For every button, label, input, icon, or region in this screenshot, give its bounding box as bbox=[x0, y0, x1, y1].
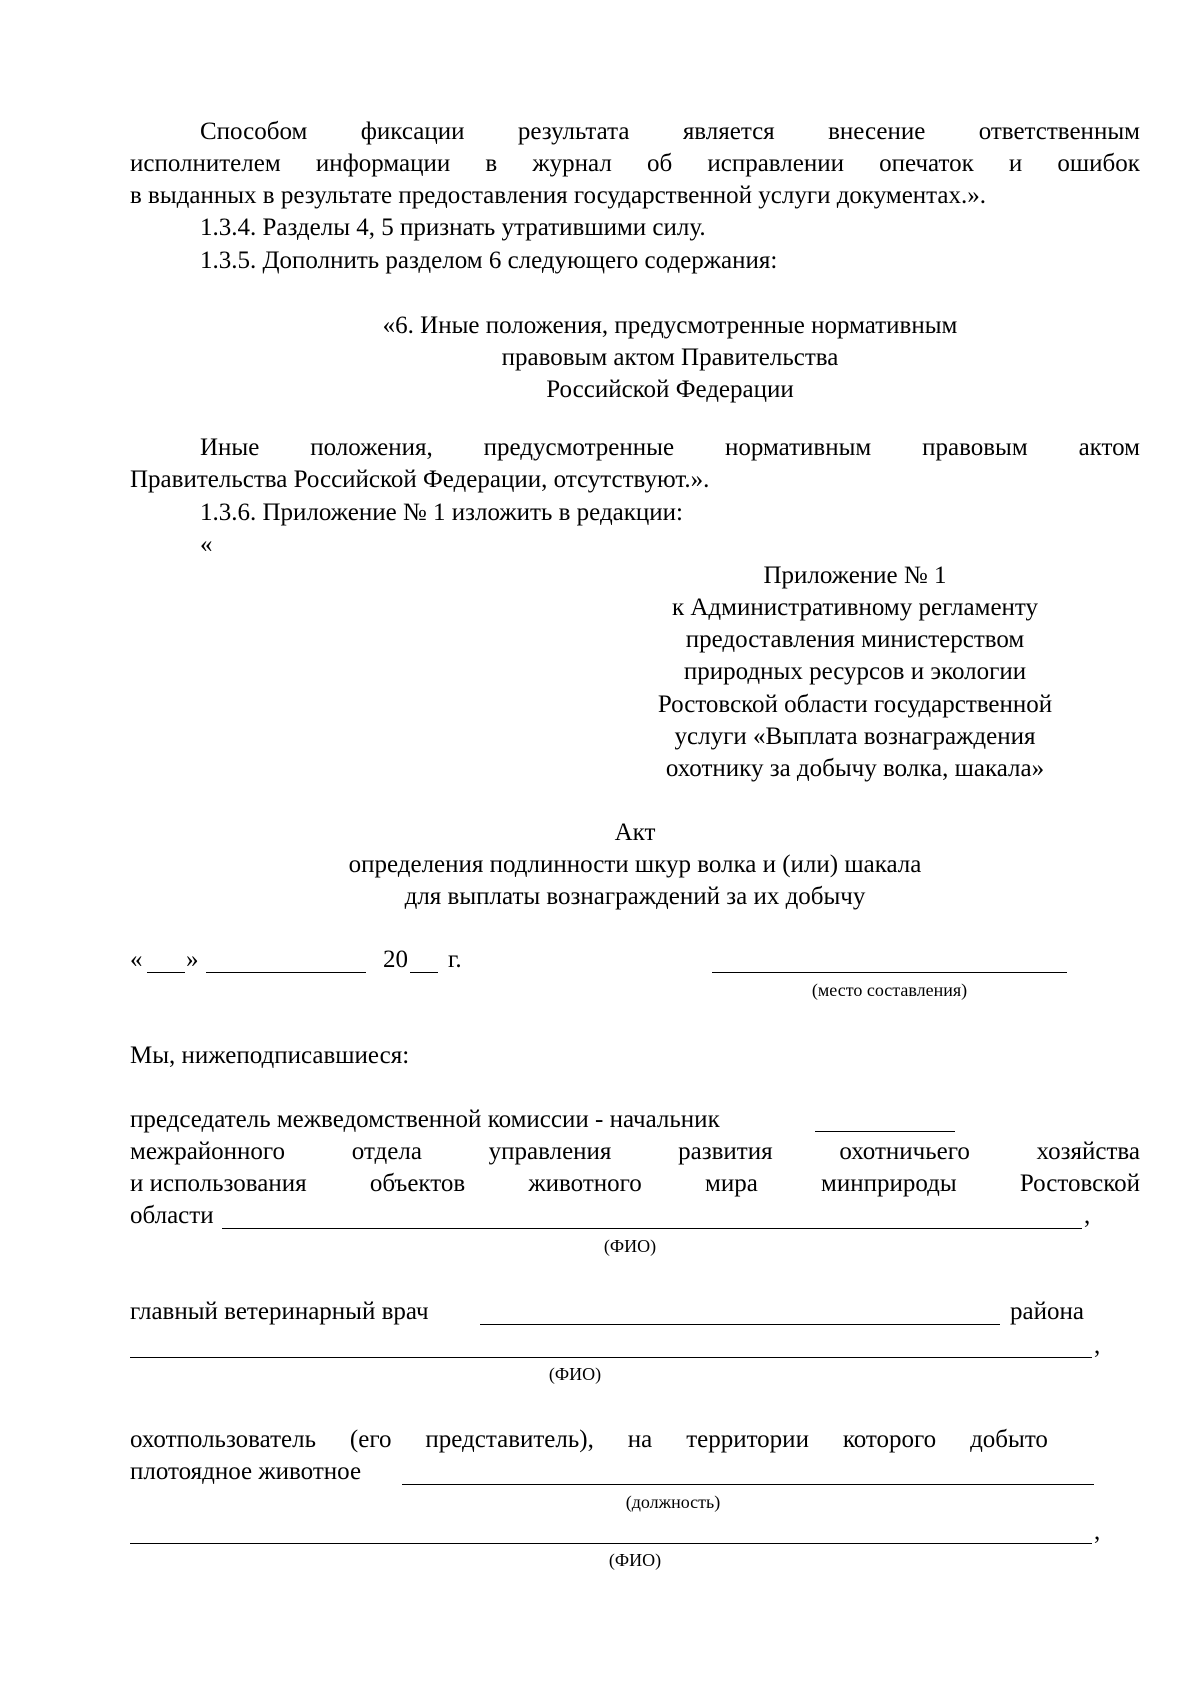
word: минприроды bbox=[821, 1170, 957, 1197]
word: мира bbox=[705, 1170, 758, 1197]
word: положения, bbox=[310, 434, 433, 461]
date-quote-close: » bbox=[186, 946, 199, 973]
hunter-line1 bbox=[130, 1424, 1048, 1456]
word: актом bbox=[1078, 434, 1140, 461]
date-quote-open: « bbox=[130, 946, 143, 973]
day-blank bbox=[147, 972, 185, 973]
word: исправлении bbox=[707, 150, 844, 177]
word: журнал bbox=[532, 150, 612, 177]
word: межрайонного bbox=[130, 1138, 286, 1165]
word: и использования bbox=[130, 1170, 307, 1197]
place-caption: (место составления) bbox=[811, 980, 968, 1000]
item-135: 1.3.5. Дополнить разделом 6 следующего содержания: bbox=[200, 247, 778, 274]
place-blank bbox=[712, 972, 1067, 973]
chairman-line4: области bbox=[130, 1202, 214, 1229]
word: правовым bbox=[922, 434, 1028, 461]
word: и bbox=[1008, 150, 1023, 177]
section6-body-line2: Правительства Российской Федерации, отсутствуют.». bbox=[130, 466, 710, 493]
appendix-line5: Ростовской области государственной bbox=[657, 691, 1053, 718]
word: ошибок bbox=[1057, 150, 1140, 177]
section6-body-line1 bbox=[200, 432, 1140, 464]
word: представитель), bbox=[425, 1426, 594, 1453]
appendix-line2: к Административному регламенту bbox=[671, 594, 1039, 621]
vet-fio-blank bbox=[130, 1357, 1092, 1358]
word: охотпользователь bbox=[130, 1426, 316, 1453]
appendix-line4: природных ресурсов и экологии bbox=[683, 658, 1027, 685]
hunter-position-caption: (должность) bbox=[625, 1492, 721, 1512]
chairman-line3 bbox=[130, 1168, 1140, 1200]
hunter-position-blank bbox=[402, 1484, 1094, 1485]
act-title-line1: Акт bbox=[614, 819, 656, 846]
chairman-district-blank bbox=[815, 1131, 955, 1132]
word: опечаток bbox=[879, 150, 974, 177]
word: в bbox=[485, 150, 498, 177]
open-quote: « bbox=[200, 531, 213, 558]
word: об bbox=[646, 150, 673, 177]
appendix-line3: предоставления министерством bbox=[685, 626, 1025, 653]
chairman-line2 bbox=[130, 1136, 1140, 1168]
word: нормативным bbox=[724, 434, 872, 461]
word: внесение bbox=[828, 118, 926, 145]
word: Способом bbox=[200, 118, 308, 145]
section6-heading-line2: правовым актом Правительства bbox=[501, 344, 839, 371]
year-prefix: 20 bbox=[383, 946, 408, 973]
word: на bbox=[627, 1426, 653, 1453]
word: животного bbox=[528, 1170, 642, 1197]
we-signed: Мы, нижеподписавшиеся: bbox=[130, 1042, 410, 1069]
word: территории bbox=[686, 1426, 809, 1453]
word: является bbox=[682, 118, 775, 145]
vet-name-blank bbox=[480, 1324, 1000, 1325]
word: хозяйства bbox=[1036, 1138, 1140, 1165]
word: результата bbox=[517, 118, 630, 145]
para1-line3: в выданных в результате предоставления государственной услуги документах.». bbox=[130, 182, 987, 209]
month-blank bbox=[206, 972, 366, 973]
section6-heading-line1: «6. Иные положения, предусмотренные нормативным bbox=[382, 312, 958, 339]
vet-fio-caption: (ФИО) bbox=[548, 1364, 602, 1384]
word: которого bbox=[842, 1426, 937, 1453]
word: (его bbox=[349, 1426, 392, 1453]
section6-heading-line3: Российской Федерации bbox=[546, 376, 794, 403]
hunter-comma: , bbox=[1094, 1518, 1101, 1545]
word: информации bbox=[315, 150, 451, 177]
vet-prefix: главный ветеринарный врач bbox=[130, 1298, 429, 1325]
act-title-line2: определения подлинности шкур волка и (или) шакала bbox=[348, 851, 922, 878]
word: Ростовской bbox=[1019, 1170, 1140, 1197]
word: управления bbox=[488, 1138, 612, 1165]
vet-suffix: района bbox=[1010, 1298, 1084, 1325]
word: отдела bbox=[351, 1138, 422, 1165]
word: ответственным bbox=[978, 118, 1140, 145]
para1-line1 bbox=[200, 116, 1140, 148]
item-134: 1.3.4. Разделы 4, 5 признать утратившими силу. bbox=[200, 214, 706, 241]
appendix-line7: охотнику за добычу волка, шакала» bbox=[665, 755, 1045, 782]
hunter-fio-caption: (ФИО) bbox=[608, 1550, 662, 1570]
para1-line2 bbox=[130, 148, 1140, 180]
word: фиксации bbox=[360, 118, 465, 145]
appendix-line6: услуги «Выплата вознаграждения bbox=[674, 723, 1036, 750]
word: Иные bbox=[200, 434, 260, 461]
appendix-line1: Приложение № 1 bbox=[763, 562, 947, 589]
word: развития bbox=[678, 1138, 773, 1165]
year-suffix: г. bbox=[448, 946, 462, 973]
word: объектов bbox=[369, 1170, 466, 1197]
chairman-line1: председатель межведомственной комиссии - начальник bbox=[130, 1106, 720, 1133]
vet-comma: , bbox=[1094, 1332, 1101, 1359]
word: предусмотренные bbox=[483, 434, 675, 461]
chairman-fio-caption: (ФИО) bbox=[603, 1236, 657, 1256]
year-blank bbox=[410, 972, 438, 973]
chairman-comma: , bbox=[1084, 1202, 1091, 1229]
word: добыто bbox=[970, 1426, 1048, 1453]
hunter-line2: плотоядное животное bbox=[130, 1458, 362, 1485]
chairman-fio-blank bbox=[222, 1228, 1082, 1229]
item-136: 1.3.6. Приложение № 1 изложить в редакции: bbox=[200, 499, 683, 526]
word: охотничьего bbox=[839, 1138, 970, 1165]
hunter-fio-blank bbox=[130, 1543, 1092, 1544]
word: исполнителем bbox=[130, 150, 281, 177]
act-title-line3: для выплаты вознаграждений за их добычу bbox=[404, 883, 866, 910]
